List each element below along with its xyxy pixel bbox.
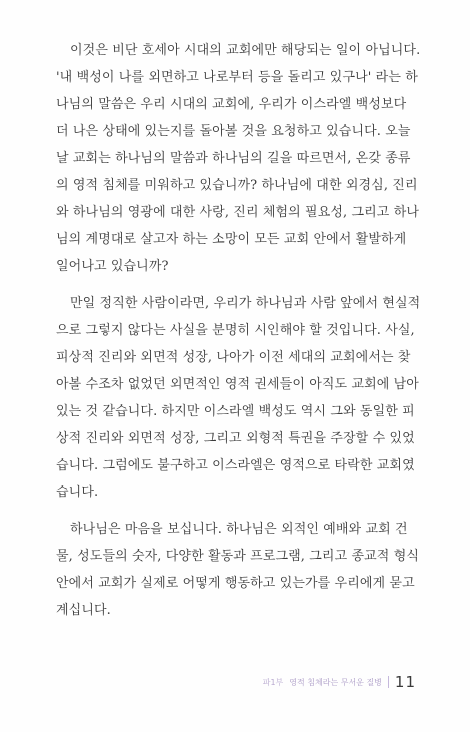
text-line: 상적 진리와 외면적 성장, 그리고 외형적 특권을 주장할 수 있었 bbox=[56, 431, 415, 446]
paragraph-gap bbox=[56, 506, 422, 516]
text-line: 님의 계명대로 살고자 하는 소망이 모든 교회 안에서 활발하게 bbox=[56, 232, 407, 247]
page-body bbox=[56, 37, 422, 624]
text-line: 계십니다. bbox=[56, 603, 111, 618]
page-number: 11 bbox=[394, 673, 416, 691]
text-line: 일어나고 있습니까? bbox=[56, 259, 169, 274]
paragraph-1 bbox=[56, 37, 422, 280]
text-line: '내 백성이 나를 외면하고 나로부터 등을 돌리고 있구나' 라는 하 bbox=[56, 70, 418, 85]
paragraph-2 bbox=[56, 290, 422, 506]
text-line: 만일 정직한 사람이라면, 우리가 하나님과 사람 앞에서 현실적 bbox=[70, 296, 421, 311]
text-line: 아볼 수조차 없었던 외면적인 영적 권세들이 아직도 교회에 남아 bbox=[56, 377, 419, 392]
text-line: 안에서 교회가 실제로 어떻게 행동하고 있는가를 우리에게 묻고 bbox=[56, 576, 415, 591]
text-line: 와 하나님의 영광에 대한 사랑, 진리 체험의 필요성, 그리고 하나 bbox=[56, 205, 420, 220]
text-line: 날 교회는 하나님의 말씀과 하나님의 길을 따르면서, 온갖 종류 bbox=[56, 151, 411, 166]
paragraph-gap bbox=[56, 280, 422, 290]
text-line: 이것은 비단 호세아 시대의 교회에만 해당되는 일이 아닙니다. bbox=[70, 43, 421, 58]
text-line: 있는 것 같습니다. 하지만 이스라엘 백성도 역시 그와 동일한 피 bbox=[56, 404, 415, 419]
text-line: 나님의 말씀은 우리 시대의 교회에, 우리가 이스라엘 백성보다 bbox=[56, 97, 407, 112]
footer-chapter-title: 영적 침체라는 무서운 질병 bbox=[289, 677, 382, 687]
text-line: 으로 그렇지 않다는 사실을 분명히 시인해야 할 것입니다. 사실, bbox=[56, 323, 415, 338]
page-footer bbox=[263, 673, 416, 691]
footer-divider bbox=[388, 676, 389, 688]
text-line: 피상적 진리와 외면적 성장, 나아가 이전 세대의 교회에서는 찾 bbox=[56, 350, 411, 365]
text-line: 하나님은 마음을 보십니다. 하나님은 외적인 예배와 교회 건 bbox=[70, 522, 408, 537]
text-line: 습니다. bbox=[56, 485, 99, 500]
text-line: 습니다. 그럼에도 불구하고 이스라엘은 영적으로 타락한 교회였 bbox=[56, 458, 415, 473]
text-line: 물, 성도들의 숫자, 다양한 활동과 프로그램, 그리고 종교적 형식 bbox=[56, 549, 420, 564]
text-line: 의 영적 침체를 미워하고 있습니까? 하나님에 대한 외경심, 진리 bbox=[56, 178, 418, 193]
footer-part-label: 파1부 bbox=[262, 677, 284, 687]
text-line: 더 나은 상태에 있는지를 돌아볼 것을 요청하고 있습니다. 오늘 bbox=[56, 124, 411, 139]
paragraph-3 bbox=[56, 516, 422, 624]
